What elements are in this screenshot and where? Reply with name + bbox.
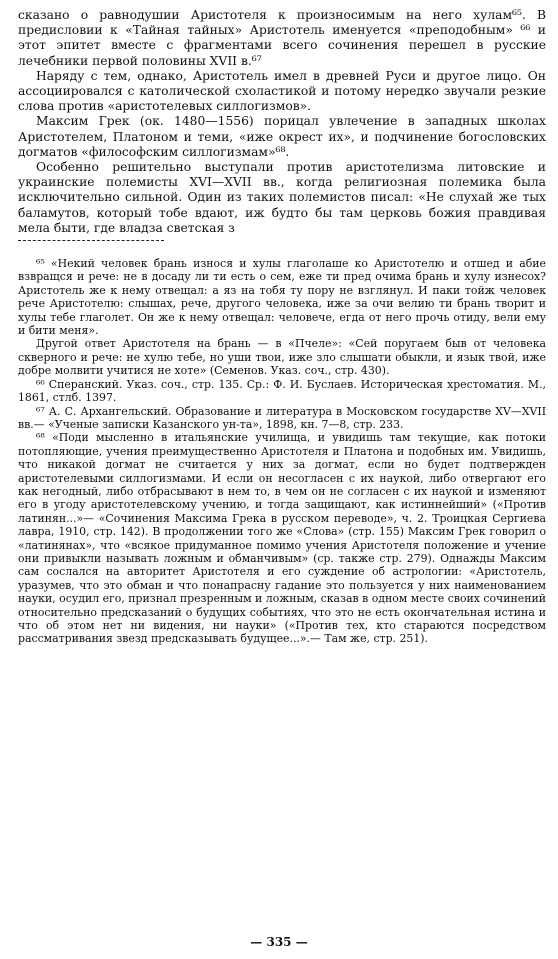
main-text [18, 8, 546, 236]
footnote: Другой ответ Аристотеля на брань — в «Пчеле»: «Сей поругаем быв от человека скверного и рече: не хулю тебе, но уши твои, иже зло слышати обыкли, и язык твой, иже добре молвити учитися не хоте» (Семенов. Указ. соч., стр. 430). [18, 337, 546, 378]
paragraph: Особенно решительно выступали против аристотелизма литовские и украинские полемисты XVI—XVII вв., когда религиозная полемика была исключительно сильной. Один из таких полемистов писал: «Не слухай же тых баламутов, который тобе вдают, иж будто бы там церковь божия правдивая мела быти, где владза светская з [18, 160, 546, 235]
footnote: ⁶⁵ «Некий человек брань износя и хулы глаголаше ко Аристотелю и отшед и абие взвращся и рече: не в досаду ли ти есть о сем, еже ти пред очима брань и хулу изнесох? Аристотель же к нему отвещал: а яз на тобя ту пору не взглянул. И паки тойж человек рече Аристотелю: слышах, рече, другого человека, иже за очи велию ти брань творит и хулы тебе глаголет. Он же к нему отвещал: человече, егда от него прочь отиду, вели ему и бити меня». [18, 257, 546, 338]
paragraph: сказано о равнодушии Аристотеля к произносимым на него хулам⁶⁵. В предисловии к «Тайная тайных» Аристотель именуется «преподобным» ⁶⁶ и этот эпитет вместе с фрагментами всего сочинения перешел в русские лечебники первой половины XVII в.⁶⁷ [18, 8, 546, 68]
footnote: ⁶⁶ Сперанский. Указ. соч., стр. 135. Ср.: Ф. И. Буслаев. Историческая хрестоматия. М., 1861, стлб. 1397. [18, 377, 546, 405]
paragraph: Наряду с тем, однако, Аристотель имел в древней Руси и другое лицо. Он ассоциировался с католической схоластикой и потому нередко звучали резкие слова против «аристотелевых силлогизмов». [18, 68, 546, 114]
footnote-separator [18, 240, 164, 241]
paragraph: Максим Грек (ок. 1480—1556) порицал увлечение в западных школах Аристотелем, Платоном и теми, «иже окрест их», и подчинение богословских догматов «философским силлогизмам»⁶⁸. [18, 114, 546, 159]
footnote: ⁶⁷ А. С. Архангельский. Образование и литература в Московском государстве XV—XVII вв.— «Ученые записки Казанского ун-та», 1898, кн. 7—8, стр. 233. [18, 404, 546, 431]
footnotes [18, 257, 546, 646]
footnote: ⁶⁸ «Поди мысленно в итальянские училища, и увидишь там текущие, как потоки потопляющие, учения преимущественно Аристотеля и Платона и подобных им. Увидишь, что никакой догмат не считается у них за догмат, если но будет подтвержден аристотелевыми силлогизмами. И если он несогласен с их наукой, либо отвергают его как негодный, либо отбрасывают в нем то, в чем он не согласен с их наукой и изменяют его в угоду аристотелевскому учению, и тогда защищают, как истиннейший» («Против латинян...»— «Сочинения Максима Грека в русском переводе», ч. 2. Троицкая Сергиева лавра, 1910, стр. 142). В продолжении того же «Слова» (стр. 155) Максим Грек говорил о «латинянах», что «всякое придуманное помимо учения Аристотеля положение и учение они привыкли называть ложным и обманчивым» (ср. также стр. 279). Однажды Максим сам сослался на авторитет Аристотеля и его суждение об астрологии: «Аристотель, уразумев, что это обман и что понапрасну гадание это пользуется у них наименованием науки, осудил его, признал презренным и ложным, сказав в одном месте своих сочинений относительно предсказаний о будущих событиях, что это не есть окончательная истина и что об этом нет ни видения, ни науки» («Против тех, кто стараются посредством рассматривания звезд предсказывать будущее...».— Там же, стр. 251). [18, 431, 546, 646]
page-number: — 335 — [250, 935, 308, 949]
